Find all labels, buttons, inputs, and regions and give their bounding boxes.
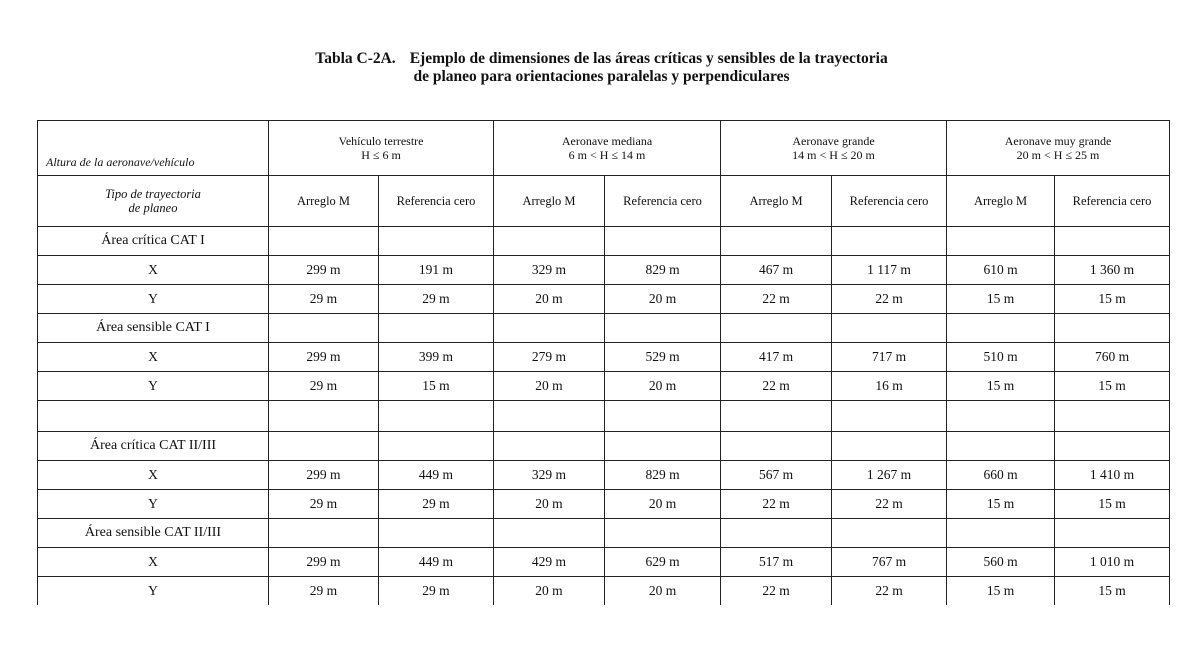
cell: 22 m: [832, 285, 947, 314]
header-row-subcolumns: [38, 176, 1170, 227]
subcolumn-header: Arreglo M: [494, 176, 605, 227]
section-row: [38, 519, 1170, 548]
cell: 529 m: [605, 343, 721, 372]
cell: 15 m: [379, 372, 494, 401]
group-header: [269, 121, 494, 176]
table-row: [38, 285, 1170, 314]
section-label: Área crítica CAT I: [38, 227, 269, 256]
cell: 15 m: [947, 577, 1055, 606]
section-label: Área sensible CAT II/III: [38, 519, 269, 548]
cell: 22 m: [721, 577, 832, 606]
spacer-row: [38, 401, 1170, 432]
table-row: [38, 343, 1170, 372]
group-name: Aeronave grande: [792, 134, 875, 148]
subcolumn-header: Referencia cero: [832, 176, 947, 227]
group-range: 20 m < H ≤ 25 m: [1016, 148, 1100, 162]
subcolumn-header: Arreglo M: [269, 176, 379, 227]
group-header: [947, 121, 1170, 176]
cell: 449 m: [379, 461, 494, 490]
subcolumn-header: Referencia cero: [605, 176, 721, 227]
title-line-2: de planeo para orientaciones paralelas y perpendiculares: [413, 68, 790, 85]
section-row: [38, 227, 1170, 256]
axis-label: X: [38, 461, 269, 490]
header-row-height: [38, 121, 1170, 176]
cell: 467 m: [721, 256, 832, 285]
cell: 191 m: [379, 256, 494, 285]
cell: 29 m: [379, 490, 494, 519]
cell: 20 m: [494, 490, 605, 519]
cell: 1 117 m: [832, 256, 947, 285]
cell: 20 m: [605, 577, 721, 606]
cell: 717 m: [832, 343, 947, 372]
cell: 20 m: [494, 577, 605, 606]
cell: 610 m: [947, 256, 1055, 285]
table-row: [38, 461, 1170, 490]
row-label-height: Altura de la aeronave/vehículo: [38, 121, 269, 176]
cell: 22 m: [721, 490, 832, 519]
cell: 22 m: [721, 285, 832, 314]
row-label-type: [38, 176, 269, 227]
dimensions-table: [37, 120, 1170, 605]
cell: 829 m: [605, 461, 721, 490]
cell: 767 m: [832, 548, 947, 577]
cell: 22 m: [832, 577, 947, 606]
cell: 20 m: [605, 490, 721, 519]
cell: 1 360 m: [1055, 256, 1170, 285]
cell: 629 m: [605, 548, 721, 577]
cell: 279 m: [494, 343, 605, 372]
cell: 20 m: [494, 372, 605, 401]
subcolumn-header: Referencia cero: [379, 176, 494, 227]
cell: 760 m: [1055, 343, 1170, 372]
cell: 299 m: [269, 256, 379, 285]
cell: 15 m: [1055, 285, 1170, 314]
cell: 29 m: [269, 577, 379, 606]
cell: 560 m: [947, 548, 1055, 577]
section-row: [38, 432, 1170, 461]
cell: 417 m: [721, 343, 832, 372]
type-label-line: Tipo de trayectoria: [105, 187, 201, 201]
cell: 329 m: [494, 461, 605, 490]
axis-label: Y: [38, 372, 269, 401]
axis-label: Y: [38, 490, 269, 519]
subcolumn-header: Referencia cero: [1055, 176, 1170, 227]
cell: 449 m: [379, 548, 494, 577]
table-row: [38, 490, 1170, 519]
cell: 22 m: [832, 490, 947, 519]
cell: 429 m: [494, 548, 605, 577]
title-text-1: Ejemplo de dimensiones de las áreas críticas y sensibles de la trayectoria: [409, 50, 888, 67]
group-name: Aeronave muy grande: [1004, 134, 1112, 148]
cell: 29 m: [379, 285, 494, 314]
group-range: 14 m < H ≤ 20 m: [792, 148, 875, 162]
cell: 829 m: [605, 256, 721, 285]
section-label: Área crítica CAT II/III: [38, 432, 269, 461]
cell: 299 m: [269, 343, 379, 372]
cell: 15 m: [947, 285, 1055, 314]
cell: 510 m: [947, 343, 1055, 372]
subcolumn-header: Arreglo M: [947, 176, 1055, 227]
cell: 15 m: [1055, 490, 1170, 519]
title-line-1: [0, 50, 1203, 68]
cell: 15 m: [1055, 577, 1170, 606]
table-row: [38, 372, 1170, 401]
cell: 20 m: [605, 372, 721, 401]
group-name: Vehículo terrestre: [338, 134, 424, 148]
table-row: [38, 256, 1170, 285]
cell: 399 m: [379, 343, 494, 372]
cell: 20 m: [494, 285, 605, 314]
cell: 1 267 m: [832, 461, 947, 490]
cell: 16 m: [832, 372, 947, 401]
table-row: [38, 548, 1170, 577]
table-row: [38, 577, 1170, 606]
group-range: H ≤ 6 m: [361, 148, 401, 162]
axis-label: Y: [38, 577, 269, 606]
cell: 567 m: [721, 461, 832, 490]
group-name: Aeronave mediana: [561, 134, 653, 148]
cell: 22 m: [721, 372, 832, 401]
cell: 329 m: [494, 256, 605, 285]
cell: 29 m: [269, 372, 379, 401]
group-range: 6 m < H ≤ 14 m: [568, 148, 646, 162]
cell: 29 m: [269, 490, 379, 519]
group-header: [494, 121, 721, 176]
axis-label: X: [38, 548, 269, 577]
cell: 15 m: [947, 490, 1055, 519]
type-label-line: de planeo: [128, 201, 178, 215]
cell: 29 m: [269, 285, 379, 314]
cell: 660 m: [947, 461, 1055, 490]
table-title: [0, 50, 1203, 86]
cell: 517 m: [721, 548, 832, 577]
cell: 15 m: [947, 372, 1055, 401]
subcolumn-header: Arreglo M: [721, 176, 832, 227]
cell: 15 m: [1055, 372, 1170, 401]
cell: 299 m: [269, 461, 379, 490]
cell: 29 m: [379, 577, 494, 606]
cell: 1 410 m: [1055, 461, 1170, 490]
group-header: [721, 121, 947, 176]
section-label: Área sensible CAT I: [38, 314, 269, 343]
cell: 299 m: [269, 548, 379, 577]
section-row: [38, 314, 1170, 343]
cell: 1 010 m: [1055, 548, 1170, 577]
axis-label: X: [38, 343, 269, 372]
axis-label: X: [38, 256, 269, 285]
axis-label: Y: [38, 285, 269, 314]
cell: 20 m: [605, 285, 721, 314]
table-number: Tabla C-2A.: [315, 50, 396, 67]
